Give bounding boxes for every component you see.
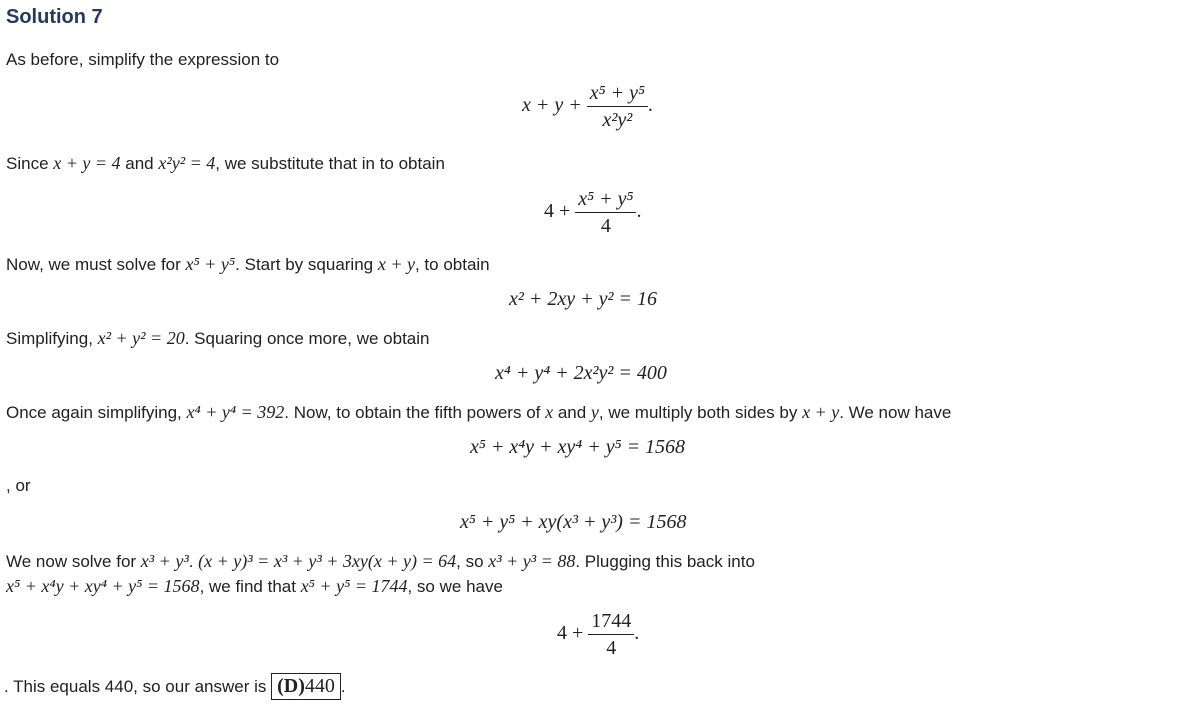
- text: and: [120, 154, 159, 173]
- text: Simplifying,: [6, 329, 98, 348]
- fifth-power-paragraph: [6, 254, 490, 275]
- intro-paragraph: As before, simplify the expression to: [6, 50, 280, 69]
- eq7-left: 4 +: [557, 622, 584, 645]
- equation-7: [557, 608, 639, 661]
- text: . We now have: [839, 403, 952, 422]
- text: and: [553, 403, 591, 422]
- text: . Now, to obtain the fifth powers of: [284, 403, 546, 422]
- math: x⁵ + y⁵: [185, 254, 236, 274]
- text: . Plugging this back into: [575, 552, 755, 571]
- eq2-left: 4 +: [544, 200, 571, 223]
- text: .: [340, 677, 346, 696]
- simplifying-paragraph: [6, 328, 429, 349]
- text: , so: [456, 552, 489, 571]
- math: x⁵ + x⁴y + xy⁴ + y⁵ = 1568: [6, 576, 200, 596]
- once-again-paragraph: [6, 402, 951, 423]
- equation-1: [522, 80, 653, 133]
- math: x + y: [377, 254, 415, 274]
- final-answer-paragraph: [4, 673, 346, 700]
- eq7-numerator: 1744: [591, 610, 632, 632]
- text: , we multiply both sides by: [598, 403, 803, 422]
- equation-5: x⁵ + x⁴y + xy⁴ + y⁵ = 1568: [470, 436, 686, 458]
- cubes-paragraph: [6, 551, 755, 572]
- substitution-paragraph: [6, 153, 445, 174]
- answer-letter: (D): [277, 675, 305, 697]
- eq1-left: x + y +: [522, 94, 582, 117]
- math: x⁵ + y⁵ = 1744: [300, 576, 408, 596]
- math: (x + y)³ = x³ + y³ + 3xy(x + y) = 64: [198, 551, 457, 571]
- eq2-period: .: [636, 200, 642, 223]
- text: Once again simplifying,: [6, 403, 187, 422]
- eq2-fraction: [575, 186, 636, 239]
- text: , to obtain: [414, 255, 490, 274]
- math: x³ + y³: [140, 551, 189, 571]
- text: . This equals 440, so our answer is: [4, 677, 272, 696]
- math: x + y = 4: [53, 153, 121, 173]
- eq7-fraction: [588, 608, 634, 661]
- answer-box: [271, 673, 341, 700]
- eq7-denominator: 4: [606, 637, 617, 659]
- equation-3: x² + 2xy + y² = 16: [509, 288, 657, 310]
- eq1-period: .: [647, 94, 653, 117]
- math: y: [590, 402, 599, 422]
- math: x: [545, 402, 554, 422]
- eq1-denominator: x²y²: [602, 109, 633, 131]
- solution-title: Solution 7: [6, 6, 103, 28]
- eq2-denominator: 4: [600, 215, 611, 237]
- text: , we substitute that in to obtain: [215, 154, 445, 173]
- eq1-fraction: [587, 80, 648, 133]
- text: We now solve for: [6, 552, 141, 571]
- math: x²y² = 4: [158, 153, 216, 173]
- plugging-paragraph: [6, 576, 503, 597]
- text: , so we have: [407, 577, 503, 596]
- text: . Start by squaring: [235, 255, 378, 274]
- or-text: , or: [6, 476, 31, 495]
- text: . Squaring once more, we obtain: [184, 329, 430, 348]
- eq7-period: .: [634, 622, 640, 645]
- text: Since: [6, 154, 54, 173]
- eq1-numerator: x⁵ + y⁵: [589, 82, 645, 104]
- text: .: [188, 552, 199, 571]
- math: x³ + y³ = 88: [488, 551, 576, 571]
- equation-6: x⁵ + y⁵ + xy(x³ + y³) = 1568: [460, 511, 687, 533]
- math: x² + y² = 20: [97, 328, 185, 348]
- equation-2: [544, 186, 641, 239]
- eq2-numerator: x⁵ + y⁵: [578, 188, 634, 210]
- text: Now, we must solve for: [6, 255, 186, 274]
- answer-value: 440: [304, 675, 335, 697]
- math: x⁴ + y⁴ = 392: [186, 402, 285, 422]
- math: x + y: [802, 402, 840, 422]
- text: , we find that: [199, 577, 301, 596]
- equation-4: x⁴ + y⁴ + 2x²y² = 400: [495, 362, 667, 384]
